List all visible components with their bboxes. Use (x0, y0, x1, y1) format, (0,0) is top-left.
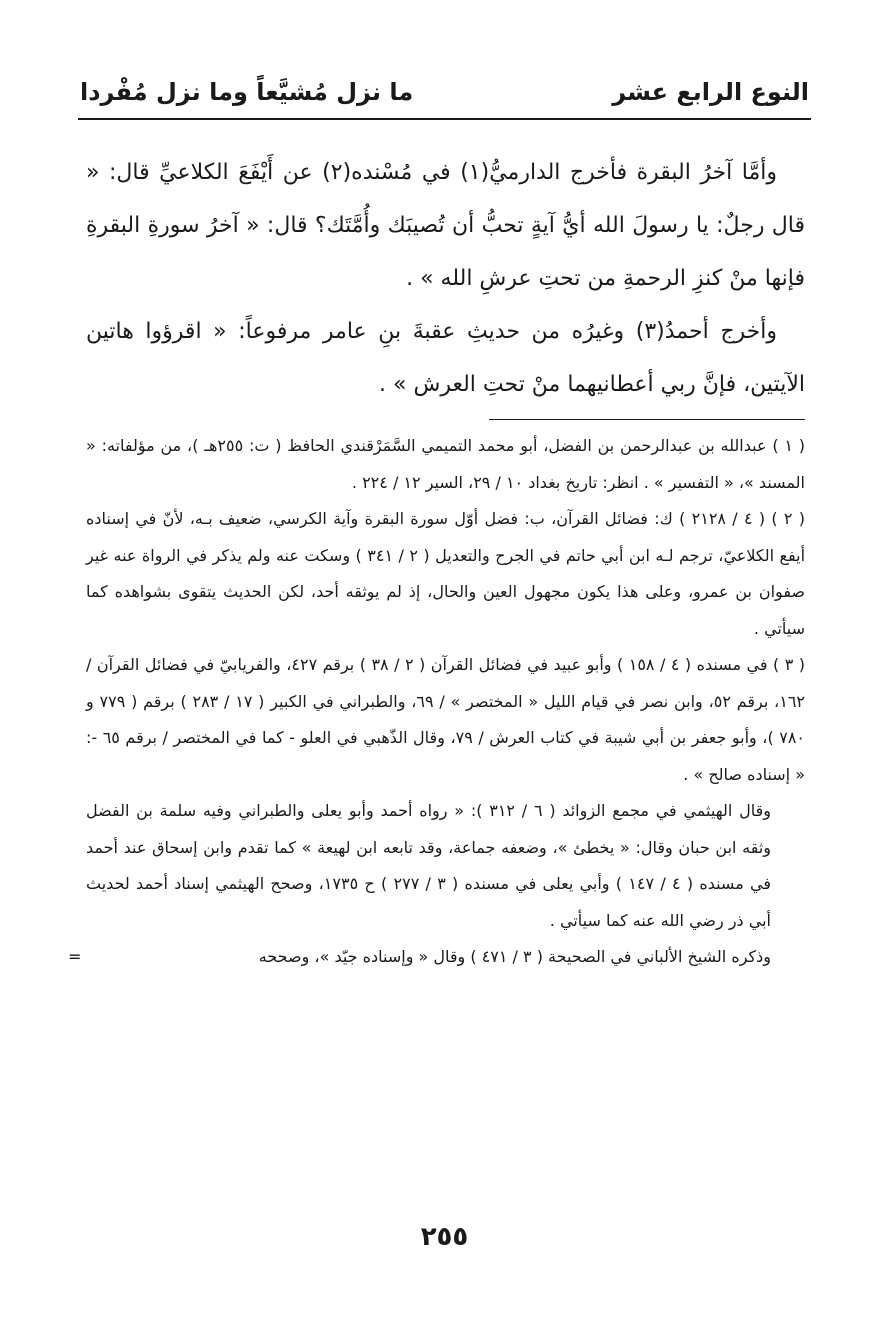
running-header (80, 72, 809, 112)
footnote-3-continuation-2: وذكره الشيخ الألباني في الصحيحة ( ٣ / ٤٧١ ) وقال « وإسناده جيّد »، وصححه (258, 947, 771, 966)
footnotes (68, 428, 806, 976)
body-paragraph-2: وأخرج أحمدُ(٣) وغيرُه من حديثِ عقبةَ بنِ عامر مرفوعاً: « اقرؤوا هاتين الآيتين، فإنَّ ربي أعطانيهما منْ تحتِ العرش » . (86, 319, 805, 397)
footnote-3-continuation-2-line (68, 939, 805, 976)
main-text (86, 146, 805, 411)
body-paragraph-1: وأمَّا آخرُ البقرة فأخرج الدارميُّ(١) في مُسْنده(٢) عن أَيْفَعَ الكلاعيِّ قال: « قال رجلٌ: يا رسولَ الله أيُّ آيةٍ تحبُّ أن تُصيبَك وأُمَّتَك؟ قال: « آخرُ سورةِ البقرةِ فإنها منْ كنزِ الرحمةِ من تحتِ عرشِ الله » . (86, 160, 805, 291)
footnote-1: ( ١ ) عبدالله بن عبدالرحمن بن الفضل، أبو محمد التميمي السَّمَرْقندي الحافظ ( ت: ٢٥٥هـ )، من مؤلفاته: « المسند »، « التفسير » . انظر: تاريخ بغداد ١٠ / ٢٩، السير ١٢ / ٢٢٤ . (86, 436, 806, 492)
chapter-title: النوع الرابع عشر (612, 78, 809, 106)
footnote-3: ( ٣ ) في مسنده ( ٤ / ١٥٨ ) وأبو عبيد في فضائل القرآن ( ٢ / ٣٨ ) برقم ٤٢٧، والفريابيّ في فضائل القرآن / ١٦٢، برقم ٥٢، وابن نصر في قيام الليل « المختصر » / ٦٩، والطبراني في الكبير ( ١٧ / ٢٨٣ ) برقم ( ٧٧٩ و ٧٨٠ )، وأبو جعفر بن أبي شيبة في كتاب العرش / ٧٩، وقال الذّهبي في العلو - كما في المختصر / برقم ٦٥ -: « إسناده صالح » . (86, 655, 806, 784)
header-rule (78, 118, 811, 120)
footnote-2: ( ٢ ) ( ٤ / ٢١٢٨ ) ك: فضائل القرآن، ب: فضل أوّل سورة البقرة وآية الكرسي، ضعيف بـه، لأنّ في إسناده أيفع الكلاعيّ، ترجم لـه ابن أبي حاتم في الجرح والتعديل ( ٢ / ٣٤١ ) وسكت عنه ولم يذكر في الرواة عنه غير صفوان بن عمرو، وعلى هذا يكون مجهول العين والحال، إذ لم يوثقه أحد، لكن الحديث يتقوى بشواهده كما سيأتي . (86, 509, 806, 638)
continuation-mark: = (68, 947, 82, 966)
footnote-3-continuation-1: وقال الهيثمي في مجمع الزوائد ( ٦ / ٣١٢ ): « رواه أحمد وأبو يعلى والطبراني وفيه سلمة بن الفضل وثقه ابن حبان وقال: « يخطئ »، وضعفه جماعة، وقد تابعه ابن لهيعة » كما تقدم وابن إسحاق عند أحمد في مسنده ( ٤ / ١٤٧ ) وأبي يعلى في مسنده ( ٣ / ٢٧٧ ) ح ١٧٣٥، وصحح الهيثمي إسناد أحمد لحديث أبي ذر رضي الله عنه كما سيأتي . (86, 801, 772, 930)
section-title: ما نزل مُشيَّعاً وما نزل مُفْردا (80, 78, 414, 106)
page-number: ٢٥٥ (420, 1222, 469, 1252)
footnote-separator (489, 419, 805, 420)
